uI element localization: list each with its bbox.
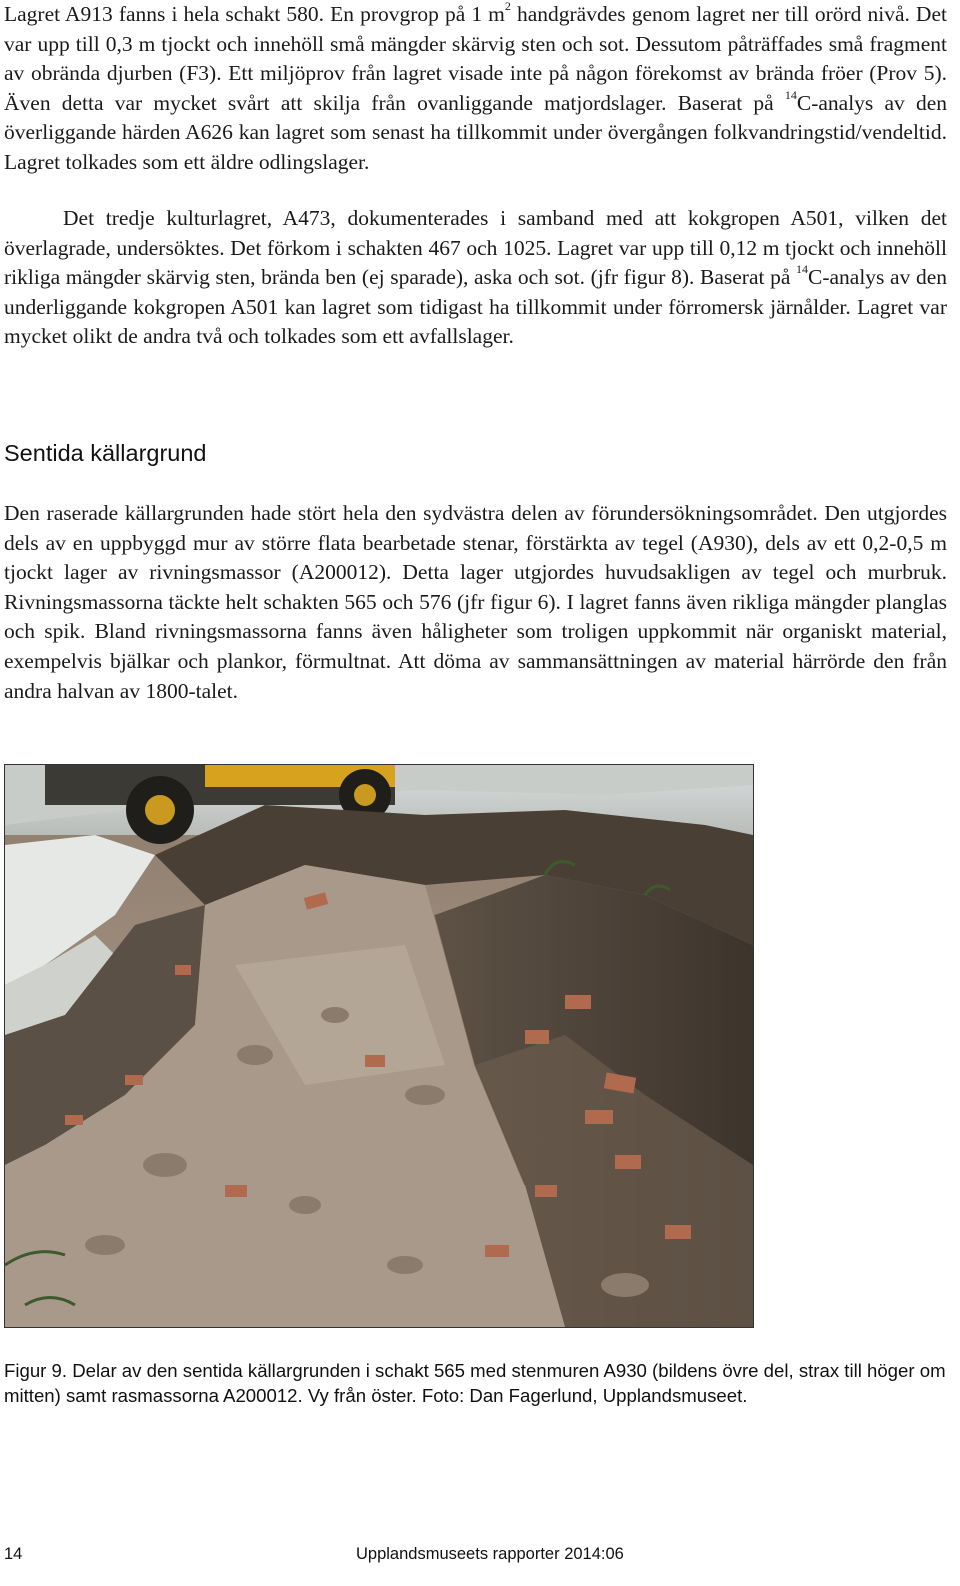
paragraph-kallargrund: Den raserade källargrunden hade stört hela den sydvästra delen av förundersökningsområdet. Den utgjordes dels av en uppbyggd mur av större flata bearbetade stenar, förstärkta av tegel (A930), dels av ett 0,2-0,5 m tjockt lager av rivningsmassor (A200012). Detta lager utgjordes huvudsakligen av tegel och murbruk. Rivningsmassorna täckte helt schakten 565 och 576 (jfr figur 6). I lagret fanns även rikliga mängder planglas och spik. Bland rivningsmassorna fanns även håligheter som troligen uppkommit när organiskt material, exempelvis bjälkar och plankor, förmultnat. Att döma av sammansättningen av material härrörde den från andra halvan av 1800-talet. [4, 501, 947, 703]
paragraph-a913 [4, 0, 947, 178]
paragraph-a473 [4, 204, 947, 352]
page-number: 14 [4, 1545, 23, 1563]
text-segment: handgrävdes genom lagret ner till orörd nivå. Det var upp till 0,3 m tjockt och innehöll små mängder skärvig sten och sot. Dessutom påträffades små fragment av obrända djurben (F3). Ett miljöprov från lagret visade inte på någon förekomst av brända fröer (Prov 5). Även detta var mycket svårt att skilja från ovanliggande matjordslager. Baserat på [4, 2, 947, 115]
superscript: 14 [784, 87, 797, 102]
excavation-photo [4, 764, 754, 1328]
report-series: Upplandsmuseets rapporter 2014:06 [356, 1545, 624, 1563]
text-segment: C-analys av den underliggande kokgropen A501 kan lagret som tidigast ha tillkommit under förromersk järnålder. Lagret var mycket olikt de andra två och tolkades som ett avfallslager. [4, 265, 948, 349]
superscript: 14 [796, 262, 808, 277]
excavation-photo-illustration [5, 765, 753, 1327]
superscript: 2 [504, 0, 511, 13]
text-segment: Det tredje kulturlagret, A473, dokumenterades i samband med att kokgropen A501, vilken det överlagrade, undersöktes. Det förkom i schakten 467 och 1025. Lagret var upp till 0,12 m tjockt och innehöll rikliga mängder skärvig sten, brända ben (ej sparade), aska och sot. (jfr figur 8). Baserat på [4, 206, 947, 290]
section-heading: Sentida källargrund [4, 440, 207, 466]
figure-caption: Figur 9. Delar av den sentida källargrunden i schakt 565 med stenmuren A930 (bildens övre del, strax till höger om mitten) samt rasmassorna A200012. Vy från öster. Foto: Dan Fagerlund, Upplandsmuseet. [4, 1360, 946, 1406]
text-segment: C-analys av den överliggande härden A626 kan lagret som senast ha tillkommit under övergången folkvandringstid/vendeltid. Lagret tolkades som ett äldre odlingslager. [4, 90, 948, 174]
text-segment: Lagret A913 fanns i hela schakt 580. En provgrop på 1 m [4, 2, 505, 26]
